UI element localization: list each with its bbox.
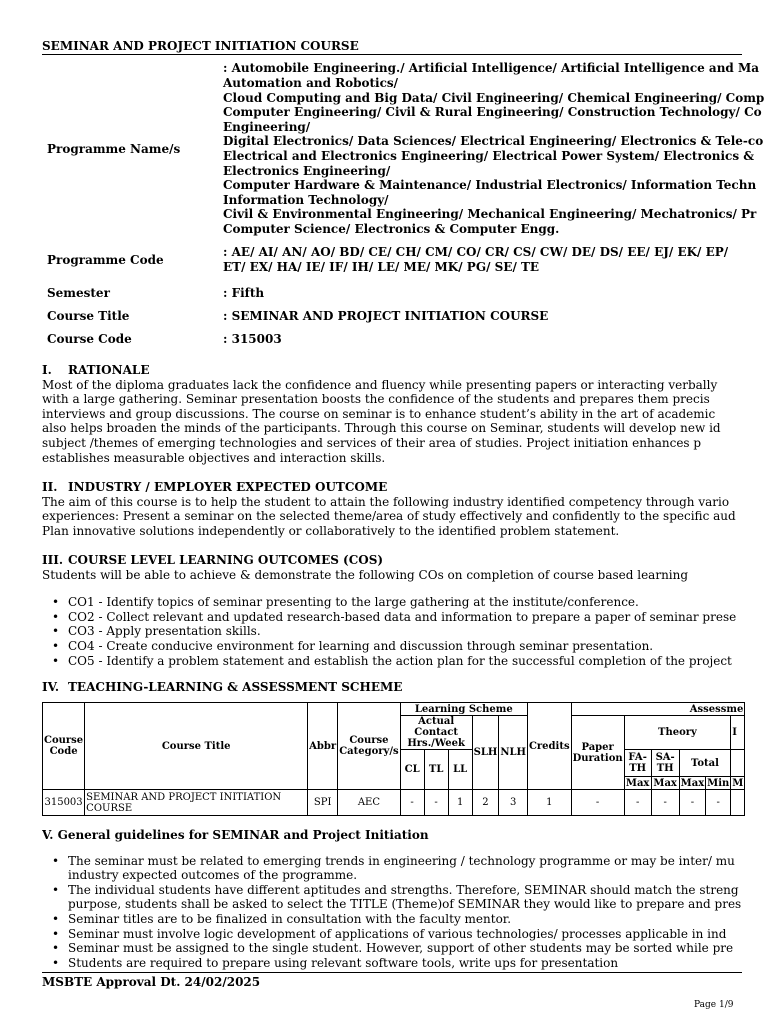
programme-names-line: Engineering/ <box>223 119 311 134</box>
header-max: Max <box>625 777 650 789</box>
semester-label: Semester <box>47 286 110 301</box>
scheme-heading <box>42 680 742 695</box>
header-fa-th: FA-TH <box>624 750 651 777</box>
header-cl: CL <box>400 750 424 790</box>
course-code-label: Course Code <box>47 332 132 347</box>
scheme-section <box>42 680 742 695</box>
cos-list <box>42 595 742 668</box>
course-code-row <box>47 328 764 351</box>
cell-total-min: - <box>706 790 731 816</box>
outcome-line: Plan innovative solutions independently or collaboratively to the identified problem statement. <box>42 523 620 538</box>
cos-heading <box>42 553 742 568</box>
section-heading-text: RATIONALE <box>68 363 150 377</box>
header-credits: Credits <box>527 703 571 790</box>
programme-names-line: Civil & Environmental Engineering/ Mechanical Engineering/ Mechatronics/ Pr <box>223 207 757 222</box>
cell-category: AEC <box>338 790 400 816</box>
programme-names-line: Electrical and Electronics Engineering/ Electrical Power System/ Electronics & <box>223 149 755 163</box>
header-course-code: Course Code <box>43 703 85 790</box>
rationale-line: with a large gathering. Seminar presentation boosts the confidence of the students and prepares them precis <box>42 392 710 407</box>
header-truncated-bottom: M <box>732 777 744 789</box>
title-rule <box>42 54 742 55</box>
programme-names-line: Computer Science/ Electronics & Computer Engg. <box>223 221 560 236</box>
header-actual-contact: Actual Contact Hrs./Week <box>400 716 472 750</box>
list-item <box>68 912 742 927</box>
guideline-line: • The individual students have different aptitudes and strengths. Therefore, SEMINAR should match the streng <box>68 882 739 897</box>
header-nlh: NLH <box>499 716 528 790</box>
section-number: II. <box>42 480 58 494</box>
cell-ll: 1 <box>448 790 472 816</box>
guidelines-heading: V. General guidelines for SEMINAR and Project Initiation <box>42 828 429 842</box>
list-item <box>68 927 742 942</box>
outcome-section <box>42 480 742 538</box>
table-row <box>43 790 745 816</box>
programme-names-line: Cloud Computing and Big Data/ Civil Engineering/ Chemical Engineering/ Comp <box>223 90 765 105</box>
outcome-heading <box>42 480 742 495</box>
document-title: SEMINAR AND PROJECT INITIATION COURSE <box>42 39 359 53</box>
programme-names-value <box>223 60 764 238</box>
guideline-line: • Students are required to prepare using relevant software tools, write ups for presentation <box>68 955 619 970</box>
programme-names-line: Computer Hardware & Maintenance/ Industrial Electronics/ Information Techn <box>223 178 757 193</box>
document-page <box>42 0 768 1024</box>
guideline-line: purpose, students shall be asked to select the TITLE (Theme)of SEMINAR they would like to prepare and pres <box>68 897 742 912</box>
section-heading-text: TEACHING-LEARNING & ASSESSMENT SCHEME <box>68 680 403 694</box>
course-title-label: Course Title <box>47 309 130 324</box>
guideline-line: industry expected outcomes of the programme. <box>68 868 358 883</box>
semester-value: : Fifth <box>223 286 265 301</box>
guidelines-section <box>42 828 742 970</box>
programme-code-row <box>47 238 764 282</box>
rationale-line: interviews and group discussions. The course on seminar is to enhance student’s ability in the art of academic <box>42 406 716 421</box>
header-max: Max <box>680 777 705 789</box>
programme-code-line: ET/ EX/ HA/ IE/ IF/ IH/ LE/ ME/ MK/ PG/ SE/ TE <box>223 260 540 274</box>
list-item: • CO2 - Collect relevant and updated research-based data and information to prepare a paper of seminar prese <box>68 610 742 625</box>
rationale-line: subject /themes of emerging technologies and services of their area of studies. Project initiation enhances p <box>42 435 702 450</box>
rationale-line: Most of the diploma graduates lack the confidence and fluency while presenting papers or interacting verbally <box>42 377 718 392</box>
header-ll: LL <box>448 750 472 790</box>
course-title-row <box>47 305 764 328</box>
header-max: Max <box>651 777 679 790</box>
programme-names-line: : Automobile Engineering./ Artificial Intelligence/ Artificial Intelligence and Ma <box>223 61 760 76</box>
guidelines-list <box>42 854 742 971</box>
programme-names-row <box>47 60 764 238</box>
cell-course-code: 315003 <box>43 790 85 816</box>
cell-course-title: SEMINAR AND PROJECT INITIATION COURSE <box>85 790 308 816</box>
programme-names-line: Digital Electronics/ Data Sciences/ Electrical Engineering/ Electronics & Tele-co <box>223 134 764 149</box>
header-tl: TL <box>424 750 448 790</box>
section-heading-text: INDUSTRY / EMPLOYER EXPECTED OUTCOME <box>68 480 388 494</box>
course-code-value: : 315003 <box>223 332 282 347</box>
rationale-section <box>42 363 742 465</box>
list-item: • CO5 - Identify a problem statement and establish the action plan for the successful completion of the project <box>68 654 742 669</box>
rationale-heading <box>42 363 742 378</box>
teaching-scheme-table <box>42 702 745 816</box>
header-sa-th: SA-TH <box>651 750 679 777</box>
header-course-title: Course Title <box>85 703 308 790</box>
guideline-line: • Seminar titles are to be finalized in consultation with the faculty mentor. <box>68 911 512 926</box>
programme-code-value <box>223 238 764 282</box>
programme-names-line: Electronics Engineering/ <box>223 163 391 178</box>
cell-fa-th: - <box>624 790 651 816</box>
cell-cl: - <box>400 790 424 816</box>
header-category: Course Category/s <box>338 703 400 790</box>
footer-rule <box>42 972 742 973</box>
section-heading-text: COURSE LEVEL LEARNING OUTCOMES (COS) <box>68 553 384 567</box>
list-item: • CO3 - Apply presentation skills. <box>68 624 742 639</box>
rationale-line: also helps broaden the minds of the participants. Through this course on Seminar, students will develop new id <box>42 421 721 436</box>
outcome-line: experiences: Present a seminar on the selected theme/area of study effectively and confidently to the specific aud <box>42 509 736 524</box>
programme-names-label: Programme Name/s <box>47 141 181 156</box>
cell-tl: - <box>424 790 448 816</box>
programme-code-line: : AE/ AI/ AN/ AO/ BD/ CE/ CH/ CM/ CO/ CR/ CS/ CW/ DE/ DS/ EE/ EJ/ EK/ EP/ <box>223 245 729 260</box>
cos-intro: Students will be able to achieve & demonstrate the following COs on completion of course based learning <box>42 567 689 582</box>
programme-names-line: Computer Engineering/ Civil & Rural Engineering/ Construction Technology/ Co <box>223 105 762 120</box>
guideline-line: • Seminar must involve logic development of applications of various technologies/ processes applicable in ind <box>68 926 727 941</box>
list-item <box>68 854 742 883</box>
approval-date: MSBTE Approval Dt. 24/02/2025 <box>42 975 261 989</box>
header-assessment: Assessme <box>571 703 745 716</box>
section-number: III. <box>42 553 64 567</box>
header-paper-duration: Paper Duration <box>571 716 624 790</box>
cell-paper-duration: - <box>571 790 624 816</box>
page-number: Page 1/9 <box>694 1000 734 1010</box>
header-theory: Theory <box>624 716 731 750</box>
programme-code-label: Programme Code <box>47 252 164 267</box>
cos-section <box>42 553 742 668</box>
list-item <box>68 883 742 912</box>
list-item <box>68 956 742 971</box>
section-number: I. <box>42 363 52 377</box>
list-item: • CO1 - Identify topics of seminar presenting to the large gathering at the institute/conference. <box>68 595 742 610</box>
header-total: Total <box>679 750 731 777</box>
list-item: • CO4 - Create conducive environment for learning and discussion through seminar presentation. <box>68 639 742 654</box>
course-info-table <box>47 60 764 351</box>
cell-credits: 1 <box>527 790 571 816</box>
course-title-value: : SEMINAR AND PROJECT INITIATION COURSE <box>223 309 549 324</box>
cell-abbr: SPI <box>308 790 338 816</box>
programme-names-line: Information Technology/ <box>223 192 389 207</box>
header-learning-scheme: Learning Scheme <box>400 703 527 716</box>
cell-truncated <box>731 790 745 816</box>
cell-nlh: 3 <box>499 790 528 816</box>
semester-row <box>47 282 764 305</box>
header-abbr: Abbr <box>308 703 338 790</box>
header-truncated-cell <box>731 750 745 777</box>
header-min: Min <box>707 777 730 789</box>
guideline-line: • Seminar must be assigned to the single student. However, support of other students may be sorted while pre <box>68 941 734 956</box>
programme-names-line: Automation and Robotics/ <box>223 76 399 91</box>
header-truncated-top: I <box>731 716 745 750</box>
cell-sa-th: - <box>651 790 679 816</box>
rationale-line: establishes measurable objectives and interaction skills. <box>42 450 386 465</box>
outcome-line: The aim of this course is to help the student to attain the following industry identified competency through vario <box>42 494 730 509</box>
guideline-line: • The seminar must be related to emerging trends in engineering / technology programme or may be inter/ mu <box>68 853 735 868</box>
list-item <box>68 941 742 956</box>
header-slh: SLH <box>472 716 499 790</box>
cell-slh: 2 <box>472 790 499 816</box>
cell-total-max: - <box>679 790 706 816</box>
section-number: IV. <box>42 680 60 694</box>
